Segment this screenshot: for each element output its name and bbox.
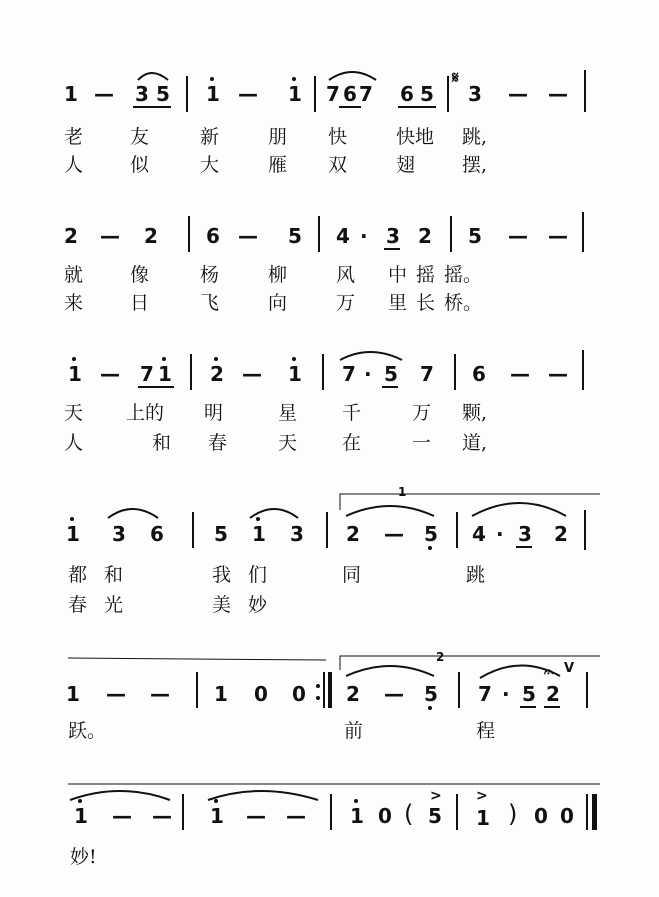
dash: — [384,522,404,546]
note: 1 [210,804,224,828]
dash: — [384,682,404,706]
note: 2 [418,224,432,248]
slur [250,509,298,518]
note: 5 [214,522,228,546]
lyric: 上的 [126,402,165,424]
lyric: 跃。 [68,720,107,742]
accent-mark: > [476,788,488,804]
lyric: 万 [412,402,432,424]
lyric: 雁 [268,154,288,176]
lyric: 都 [68,564,88,586]
note: 1 [476,806,490,830]
note: 5 [288,224,302,248]
note: 6 [472,362,486,386]
lyric: 道, [462,432,488,454]
lyric: 中 [388,264,408,286]
dash: — [238,224,258,248]
note: 3 [468,82,482,106]
note: 7 [326,82,340,106]
note: 0 [254,682,268,706]
note: 3 [290,522,304,546]
lyric: 翅 [396,154,416,176]
rest: 0 [560,804,574,828]
note: 1 [288,82,302,106]
volta-2-label: 2 [436,650,445,664]
lyric: 似 [130,154,150,176]
note: 1 [158,362,172,386]
aug-dot: · [502,682,510,706]
lyric: 同 [342,564,362,586]
note: 2 [210,362,224,386]
slur [340,352,402,360]
lyric: 颗, [462,402,488,424]
tie [472,503,566,516]
segno-icon: 𝄋 [452,68,459,87]
tie [208,791,318,800]
lyric: 朋 [268,126,288,148]
note: 1 [214,682,228,706]
rest: 0 [378,804,392,828]
breath-mark: V [564,661,575,676]
volta-2-bracket [340,656,600,670]
rest: 0 [534,804,548,828]
lyric: 前 [344,720,364,742]
note: 7 [342,362,356,386]
lyric: 春 [68,594,88,616]
lyric: 美 [212,594,232,616]
note: 2 [346,682,360,706]
note: 2 [144,224,158,248]
lyric: 像 [130,264,150,286]
note: 2 [546,682,560,706]
lyric: 们 [248,564,268,586]
note: 2 [64,224,78,248]
dash: — [100,224,120,248]
dash: — [242,362,262,386]
note: 6 [206,224,220,248]
note: 5 [428,804,442,828]
note: 6 [150,522,164,546]
lyric: 和 [104,564,124,586]
lyric: 人 [64,432,84,454]
note: 6 [400,82,414,106]
lyric: 程 [476,720,496,742]
note: 0 [292,682,306,706]
aug-dot: · [496,522,504,546]
lyric: 跳, [462,126,488,148]
tie [346,506,434,516]
note: 7 [140,362,154,386]
dash: — [508,224,528,248]
accent-mark: > [430,788,442,804]
close-paren: ) [508,800,518,828]
dash: — [100,362,120,386]
lyric: 老 [64,126,84,148]
lyric: 在 [342,432,362,454]
dash: — [548,224,568,248]
note: 5 [424,682,438,706]
lyric: 向 [268,292,288,314]
note: 5 [384,362,398,386]
note: 7 [420,362,434,386]
lyric: 大 [200,154,220,176]
note: 1 [64,82,78,106]
lyric: 长 [416,292,436,314]
note: 1 [252,522,266,546]
note: 3 [386,224,400,248]
lyric: 明 [204,402,224,424]
slur [138,73,168,80]
lyric: 人 [64,154,84,176]
lyric: 就 [64,264,84,286]
dash: — [238,82,258,106]
lyric: 里 [388,292,408,314]
note: 4 [336,224,350,248]
lyric: 风 [336,264,356,286]
note: 5 [522,682,536,706]
note: 7 [478,682,492,706]
lyric: 摆, [462,154,488,176]
lyric: 桥。 [444,292,483,314]
lyric: 和 [152,432,172,454]
lyric: 飞 [200,292,220,314]
lyric: 日 [130,292,150,314]
note: 7 [359,82,373,106]
lyric: 万 [336,292,356,314]
note: 5 [468,224,482,248]
note: 2 [554,522,568,546]
note: 1 [68,362,82,386]
note: 5 [424,522,438,546]
tie [70,791,170,800]
note: 5 [420,82,434,106]
dash: — [150,682,170,706]
note: 5 [156,82,170,106]
note: 1 [350,804,364,828]
dash: — [510,362,530,386]
note: 3 [112,522,126,546]
lyric: 天 [278,432,298,454]
slur [108,509,158,518]
lyric: 摇 [416,264,436,286]
lyric: 快 [328,126,348,148]
lyric: 快地 [396,126,435,148]
dash: — [508,82,528,106]
volta-1-label: 1 [398,485,407,499]
note: 4 [472,522,486,546]
dash: — [548,362,568,386]
lyric: 柳 [268,264,288,286]
note: 1 [288,362,302,386]
dash: — [548,82,568,106]
dash: — [106,682,126,706]
open-paren: ( [404,800,414,828]
note: 2 [346,522,360,546]
note: 3 [135,82,149,106]
lyric: 千 [342,402,362,424]
lyric: 来 [64,292,84,314]
lyric: 光 [104,594,124,616]
volta-1-bracket-continued [68,658,326,660]
aug-dot: · [364,362,372,386]
lyric: 跳 [466,564,486,586]
note: 6 [343,82,357,106]
lyric: 星 [278,402,298,424]
note: 1 [206,82,220,106]
lyric: 双 [328,154,348,176]
note: 3 [518,522,532,546]
dash: — [246,804,266,828]
lyric: 杨 [200,264,220,286]
lyric: 摇。 [444,264,483,286]
lyric: 妙 [248,594,268,616]
lyric: 一 [412,432,432,454]
tie [480,662,560,681]
note: 1 [74,804,88,828]
dash: — [286,804,306,828]
dash: — [94,82,114,106]
fermata-icon: 𝄐 [544,662,553,681]
lyric: 我 [212,564,232,586]
aug-dot: · [360,224,368,248]
lyric: 天 [64,402,84,424]
lyric: 友 [130,126,150,148]
dash: — [112,804,132,828]
dash: — [152,804,172,828]
lyric: 新 [200,126,220,148]
note: 1 [66,522,80,546]
lyric: 春 [208,432,228,454]
tie [346,666,434,676]
slur [329,72,376,80]
note: 1 [66,682,80,706]
lyric: 妙! [70,846,97,868]
